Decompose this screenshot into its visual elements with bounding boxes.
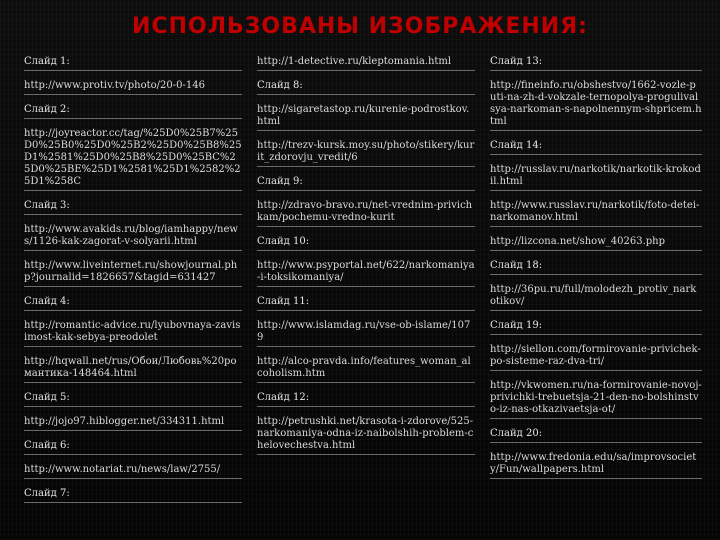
source-link[interactable]: http://www.notariat.ru/news/law/2755/	[24, 464, 242, 479]
source-link[interactable]: http://www.liveinternet.ru/showjournal.php?journalid=1826657&tagid=631427	[24, 260, 242, 287]
slide-label: Слайд 1:	[24, 56, 242, 71]
source-link[interactable]: http://www.fredonia.edu/sa/improvsociety/Fun/wallpapers.html	[490, 452, 702, 479]
slide-label: Слайд 4:	[24, 296, 242, 311]
slide-label: Слайд 5:	[24, 392, 242, 407]
source-link[interactable]: http://joyreactor.cc/tag/%25D0%25B7%25D0%25B0%25D0%25B2%25D0%25B8%25D1%2581%25D0%25B8%25D0%25BC%25D0%25BE%25D1%2581%25D1%2582%25D1%258C	[24, 128, 242, 191]
slide-label: Слайд 6:	[24, 440, 242, 455]
slide-label: Слайд 19:	[490, 320, 702, 335]
source-link[interactable]: http://sigaretastop.ru/kurenie-podrostkov.html	[257, 104, 475, 131]
source-link[interactable]: http://lizcona.net/show_40263.php	[490, 236, 702, 251]
slide-label: Слайд 3:	[24, 200, 242, 215]
slide-label: Слайд 11:	[257, 296, 475, 311]
slide-label: Слайд 14:	[490, 140, 702, 155]
source-link[interactable]: http://www.avakids.ru/blog/iamhappy/news/1126-kak-zagorat-v-solyarii.html	[24, 224, 242, 251]
source-link[interactable]: http://www.islamdag.ru/vse-ob-islame/1079	[257, 320, 475, 347]
source-link[interactable]: http://alco-pravda.info/features_woman_alcoholism.htm	[257, 356, 475, 383]
source-link[interactable]: http://hqwall.net/rus/Обои/Любовь%20романтика-148464.html	[24, 356, 242, 383]
slide-label: Слайд 8:	[257, 80, 475, 95]
source-link[interactable]: http://russlav.ru/narkotik/narkotik-krokodil.html	[490, 164, 702, 191]
source-link[interactable]: http://vkwomen.ru/na-formirovanie-novoj-privichki-trebuetsja-21-den-no-bolshinstvo-iz-nas-otkazivaetsja-ot/	[490, 380, 702, 419]
source-link[interactable]: http://www.protiv.tv/photo/20-0-146	[24, 80, 242, 95]
slide-label: Слайд 18:	[490, 260, 702, 275]
column-3	[490, 56, 702, 488]
source-link[interactable]: http://fineinfo.ru/obshestvo/1662-vozle-puti-na-zh-d-vokzale-ternopolya-progulivalsya-narkoman-s-napolnennym-shpricem.html	[490, 80, 702, 131]
source-link[interactable]: http://www.russlav.ru/narkotik/foto-detei-narkomanov.html	[490, 200, 702, 227]
source-link[interactable]: http://trezv-kursk.moy.su/photo/stikery/kurit_zdorovju_vredit/6	[257, 140, 475, 167]
slide-label: Слайд 13:	[490, 56, 702, 71]
source-link[interactable]: http://petrushki.net/krasota-i-zdorove/525-narkomaniya-odna-iz-naibolshih-problem-chelovechestva.html	[257, 416, 475, 455]
column-1	[24, 56, 242, 512]
slide-label: Слайд 12:	[257, 392, 475, 407]
source-link[interactable]: http://jojo97.hiblogger.net/334311.html	[24, 416, 242, 431]
slide-label: Слайд 10:	[257, 236, 475, 251]
page-title: ИСПОЛЬЗОВАНЫ ИЗОБРАЖЕНИЯ:	[132, 14, 588, 39]
source-link[interactable]: http://1-detective.ru/kleptomania.html	[257, 56, 475, 71]
slide-label: Слайд 7:	[24, 488, 242, 503]
source-link[interactable]: http://romantic-advice.ru/lyubovnaya-zavisimost-kak-sebya-preodolet	[24, 320, 242, 347]
source-link[interactable]: http://zdravo-bravo.ru/net-vrednim-privichkam/pochemu-vredno-kurit	[257, 200, 475, 227]
source-link[interactable]: http://siellon.com/formirovanie-privichek-po-sisteme-raz-dva-tri/	[490, 344, 702, 371]
column-2	[257, 56, 475, 464]
source-link[interactable]: http://www.psyportal.net/622/narkomaniya-i-toksikomaniya/	[257, 260, 475, 287]
slide-label: Слайд 9:	[257, 176, 475, 191]
slide-label: Слайд 2:	[24, 104, 242, 119]
source-link[interactable]: http://36pu.ru/full/molodezh_protiv_narkotikov/	[490, 284, 702, 311]
slide-label: Слайд 20:	[490, 428, 702, 443]
